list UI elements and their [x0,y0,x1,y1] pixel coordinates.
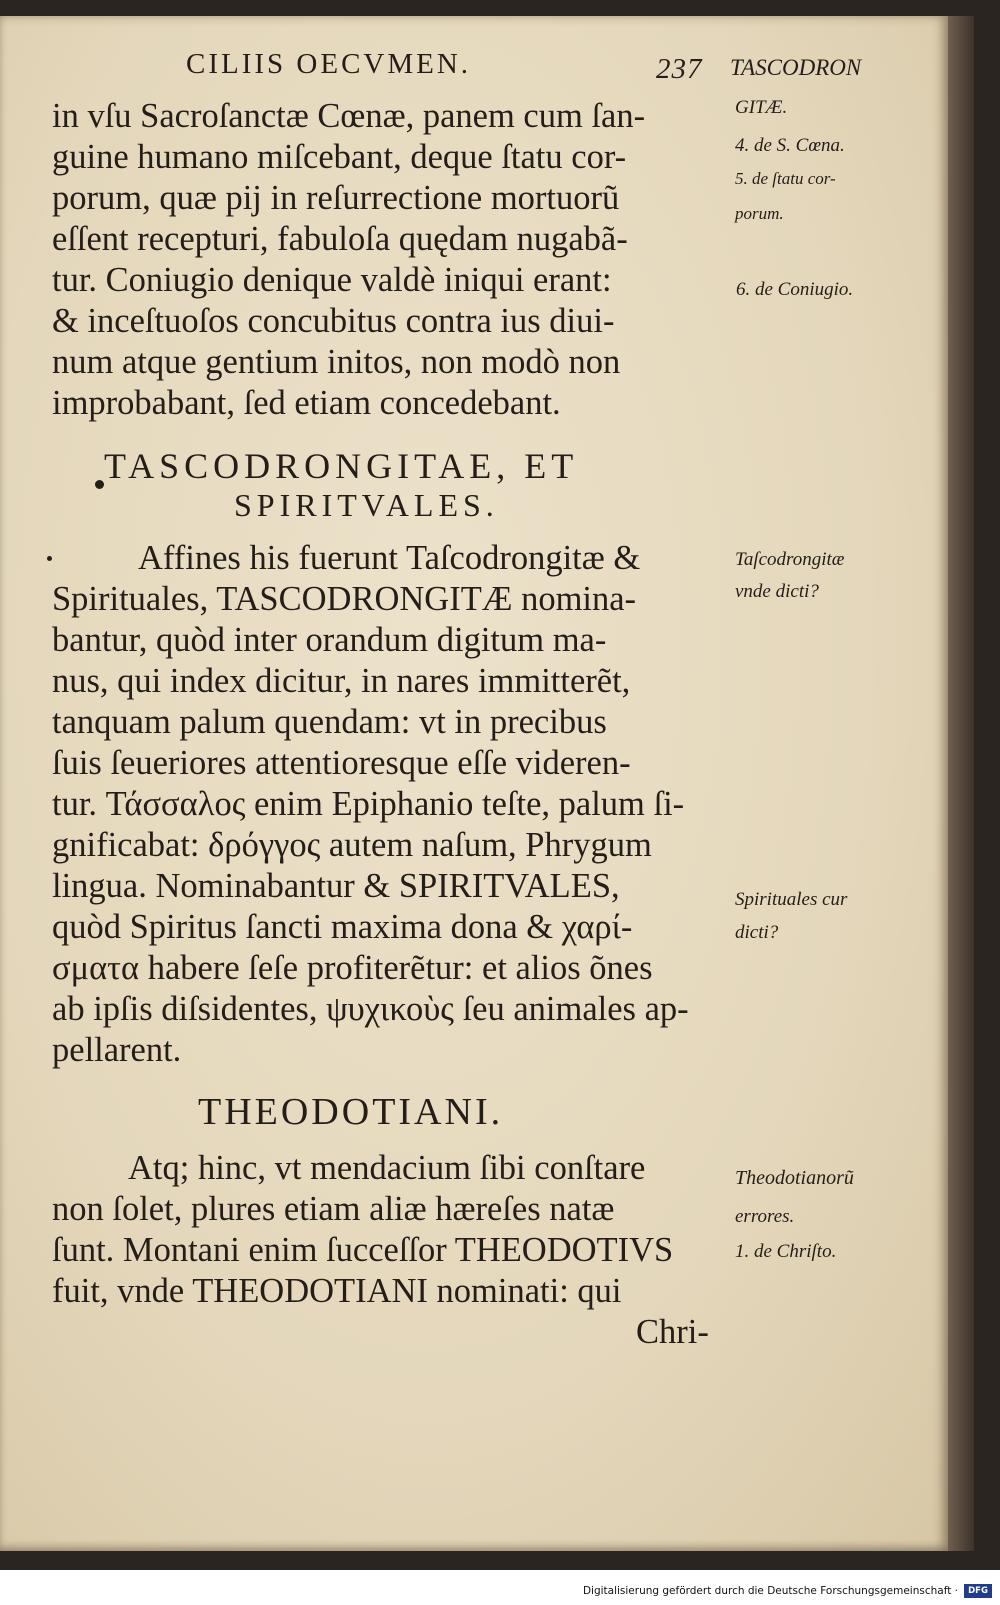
body-line: & inceſtuoſos concubitus contra ius diui- [52,302,615,340]
body-line: porum, quæ pij in reſurrectione mortuorũ [52,179,620,217]
margin-note: 5. de ſtatu cor- [735,169,836,188]
body-line: Spirituales, TASCODRONGITÆ nomina- [52,580,637,618]
body-line: fuit, vnde THEODOTIANI nominati: qui [52,1272,622,1310]
body-line: lingua. Nominabantur & SPIRITVALES, [52,867,620,905]
catchword: Chri- [636,1313,709,1351]
margin-note: 6. de Coniugio. [736,279,854,300]
body-line: Affines his fuerunt Taſcodrongitæ & [138,539,641,577]
margin-note: GITÆ. [735,97,788,118]
page-edge [948,16,974,1551]
body-line: guine humano miſcebant, deque ſtatu cor- [52,138,627,176]
body-line: ſuis ſeueriores attentioresque eſſe videren- [52,744,631,782]
margin-note: vnde dicti? [735,581,819,602]
body-line: in vſu Sacroſanctæ Cœnæ, panem cum ſan- [52,97,646,135]
body-line: gnificabat: δρόγγος autem naſum, Phrygum [52,826,652,864]
body-line: ſunt. Montani enim ſucceſſor THEODOTIVS [52,1231,674,1269]
margin-note: Spirituales cur [735,889,848,910]
section-heading-2: THEODOTIANI. [198,1091,504,1133]
body-line: tur. Coniugio denique valdè iniqui erant: [52,261,612,299]
body-line: tanquam palum quendam: vt in precibus [52,703,607,741]
body-line: eſſent recepturi, fabuloſa quędam nugabã- [52,220,628,258]
margin-note: 4. de S. Cœna. [735,135,845,156]
margin-note: Theodotianorũ [735,1167,854,1189]
body-line: σματα habere ſeſe profiterẽtur: et alios õnes [52,949,653,987]
body-line: nus, qui index dicitur, in nares immitterẽt, [52,662,631,700]
body-line: non ſolet, plures etiam aliæ hæreſes natæ [52,1190,615,1228]
body-line: Atq; hinc, vt mendacium ſibi conſtare [128,1149,646,1187]
margin-note: 1. de Chriſto. [735,1241,837,1262]
ink-dot [47,556,52,561]
body-line: improbabant, ſed etiam concedebant. [52,384,561,422]
body-line: quòd Spiritus ſancti maxima dona & χαρί- [52,908,633,946]
body-line: tur. Τάσσαλος enim Epiphanio teſte, palum ſi- [52,785,685,823]
ink-dot [95,480,104,489]
body-line: pellarent. [52,1031,182,1069]
margin-note: errores. [735,1206,795,1227]
funding-credit: Digitalisierung gefördert durch die Deutsche Forschungsgemeinschaft · [582,1585,958,1597]
body-line: ab ipſis diſsidentes, ψυχικοὺς ſeu animales ap- [52,990,689,1028]
page-number: 237 [656,53,703,85]
section-heading-1-line-1: TASCODRONGITAE, ET [104,446,579,486]
running-head-title: CILIIS OECVMEN. [186,48,472,80]
dfg-logo: DFG [964,1584,992,1598]
body-line: bantur, quòd inter orandum digitum ma- [52,621,607,659]
margin-note: Taſcodrongitæ [735,549,845,570]
margin-note: TASCODRON [730,55,862,80]
margin-note: porum. [735,204,784,223]
section-heading-1-line-2: SPIRITVALES. [234,487,499,523]
margin-note: dicti? [735,922,779,943]
body-line: num atque gentium initos, non modò non [52,343,621,381]
